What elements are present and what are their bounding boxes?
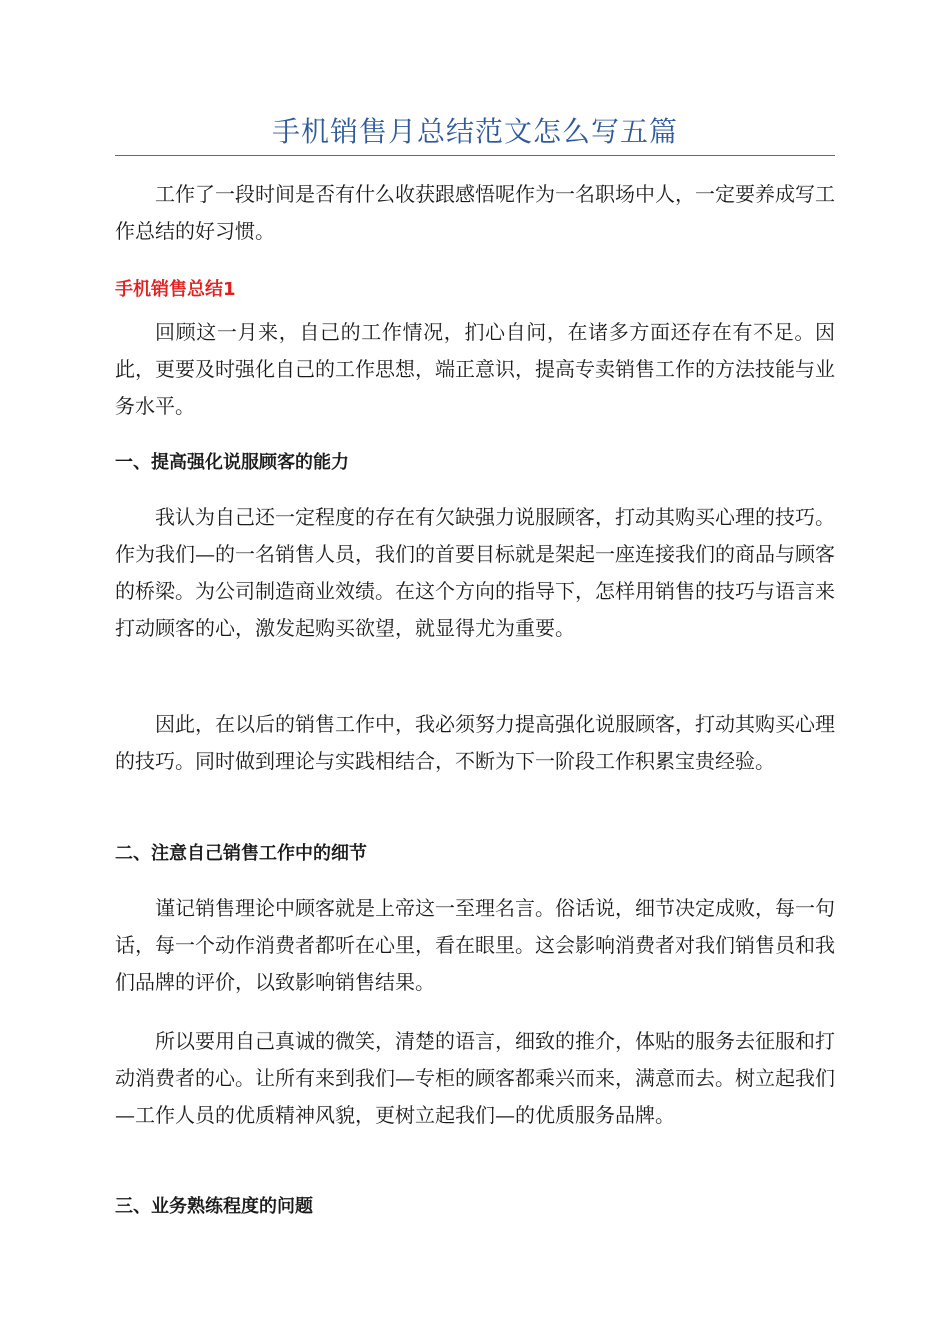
subheading-3: 三、业务熟练程度的问题	[115, 1196, 313, 1217]
subheading-2: 二、注意自己销售工作中的细节	[115, 843, 367, 864]
subheading-1: 一、提高强化说服顾客的能力	[115, 452, 349, 473]
subheading-1-paragraph-2: 因此，在以后的销售工作中，我必须努力提高强化说服顾客，打动其购买心理的技巧。同时做到理论与实践相结合，不断为下一阶段工作积累宝贵经验。	[115, 712, 835, 773]
subheading-2-paragraph-2: 所以要用自己真诚的微笑，清楚的语言，细致的推介，体贴的服务去征服和打动消费者的心。让所有来到我们—专柜的顾客都乘兴而来，满意而去。树立起我们—工作人员的优质精神风貌，更树立起我们—的优质服务品牌。	[115, 1029, 835, 1127]
intro-paragraph: 工作了一段时间是否有什么收获跟感悟呢作为一名职场中人，一定要养成写工作总结的好习惯。	[115, 182, 835, 243]
subheading-1-paragraph-1: 我认为自己还一定程度的存在有欠缺强力说服顾客，打动其购买心理的技巧。作为我们—的一名销售人员，我们的首要目标就是架起一座连接我们的商品与顾客的桥梁。为公司制造商业效绩。在这个方向的指导下，怎样用销售的技巧与语言来打动顾客的心，激发起购买欲望，就显得尤为重要。	[115, 505, 835, 640]
document-title: 手机销售月总结范文怎么写五篇	[271, 115, 678, 148]
subheading-2-paragraph-1: 谨记销售理论中顾客就是上帝这一至理名言。俗话说，细节决定成败，每一句话，每一个动作消费者都听在心里，看在眼里。这会影响消费者对我们销售员和我们品牌的评价，以致影响销售结果。	[115, 896, 835, 994]
section-heading-1: 手机销售总结1	[115, 279, 236, 300]
section-1-paragraph: 回顾这一月来，自己的工作情况，扪心自问，在诸多方面还存在有不足。因此，更要及时强化自己的工作思想，端正意识，提高专卖销售工作的方法技能与业务水平。	[115, 320, 835, 418]
title-underline	[115, 155, 835, 156]
